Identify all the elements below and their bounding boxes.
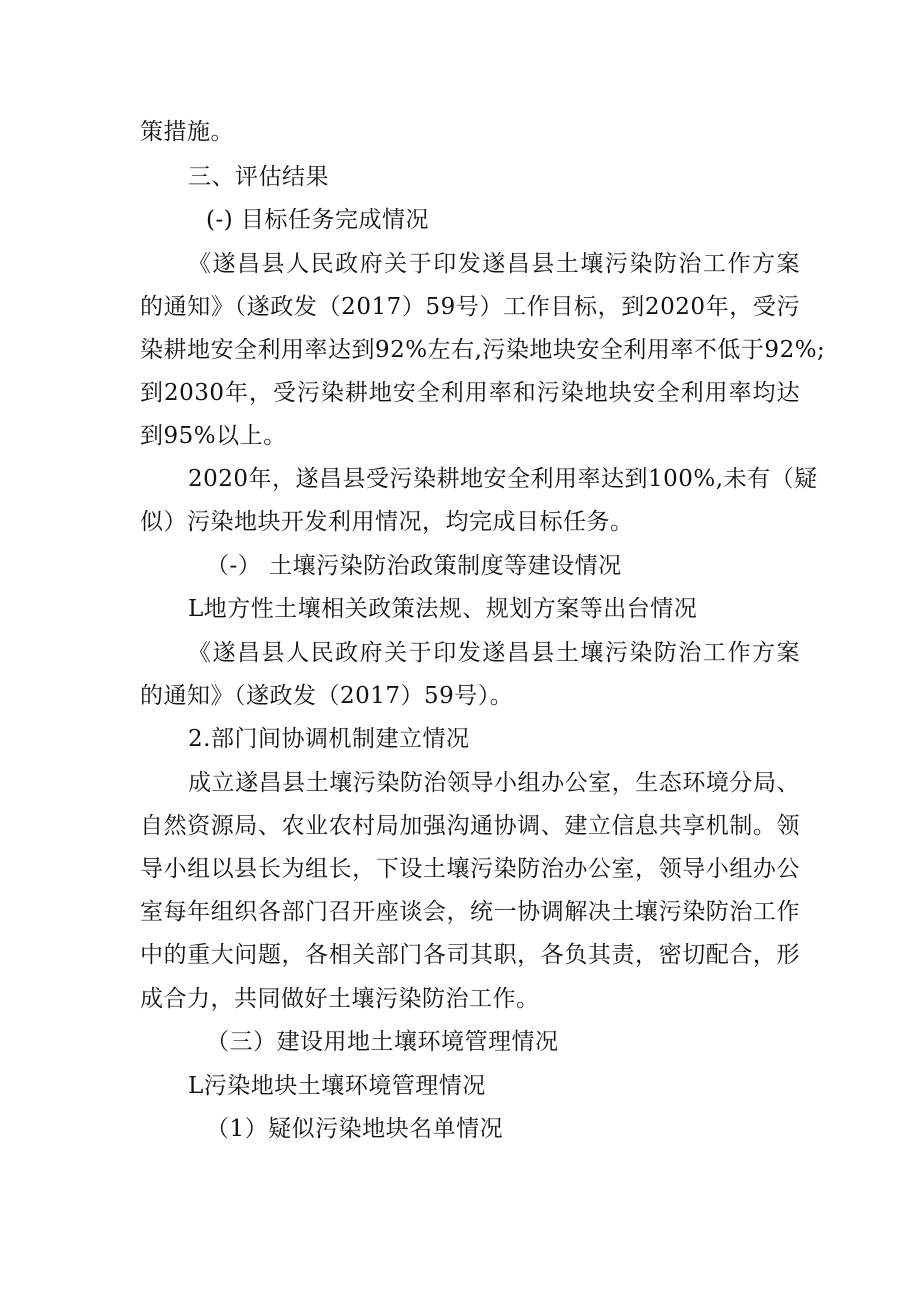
text-line-5: 的通知》（遂政发（2017）59号）工作目标，到2020年，受污 — [140, 294, 800, 320]
subsection-heading-target: (-) 目标任务完成情况 — [206, 207, 430, 233]
text-line-6: 染耕地安全利用率达到92%左右,污染地块安全利用率不低于92%; — [140, 337, 826, 363]
text-line-20: 中的重大问题，各相关部门各司其职，各负其责，密切配合，形 — [140, 942, 800, 968]
item-heading-3: L污染地块土壤环境管理情况 — [188, 1073, 486, 1099]
text-line-13: 《遂昌县人民政府关于印发遂昌县土壤污染防治工作方案 — [188, 640, 800, 666]
text-line-19: 室每年组织各部门召开座谈会，统一协调解决土壤污染防治工作 — [140, 899, 800, 925]
item-heading-2: 2.部门间协调机制建立情况 — [188, 726, 470, 752]
text-line-10: 似）污染地块开发利用情况，均完成目标任务。 — [140, 509, 634, 535]
text-line-17: 自然资源局、农业农村局加强沟通协调、建立信息共享机制。领 — [140, 813, 800, 839]
text-line-21: 成合力，共同做好土壤污染防治工作。 — [140, 986, 540, 1012]
text-line-8: 到95%以上。 — [140, 423, 287, 449]
text-line-9: 2020年，遂昌县受污染耕地安全利用率达到100%,未有（疑 — [188, 466, 818, 492]
subsection-heading-policy: （-） 土壤污染防治政策制度等建设情况 — [206, 553, 622, 579]
text-line-14: 的通知》（遂政发（2017）59号）。 — [140, 683, 514, 709]
text-line-4: 《遂昌县人民政府关于印发遂昌县土壤污染防治工作方案 — [188, 251, 800, 277]
subsection-heading-land: （三）建设用地土壤环境管理情况 — [206, 1029, 559, 1055]
section-heading-3: 三、评估结果 — [188, 164, 329, 190]
item-heading-1: L地方性土壤相关政策法规、规划方案等出台情况 — [188, 596, 698, 622]
text-line-1: 策措施。 — [140, 119, 234, 145]
text-line-7: 到2030年，受污染耕地安全利用率和污染地块安全利用率均达 — [140, 380, 800, 406]
item-heading-4: （1）疑似污染地块名单情况 — [206, 1116, 504, 1142]
text-line-16: 成立遂昌县土壤污染防治领导小组办公室，生态环境分局、 — [188, 770, 800, 796]
text-line-18: 导小组以县长为组长，下设土壤污染防治办公室，领导小组办公 — [140, 856, 800, 882]
